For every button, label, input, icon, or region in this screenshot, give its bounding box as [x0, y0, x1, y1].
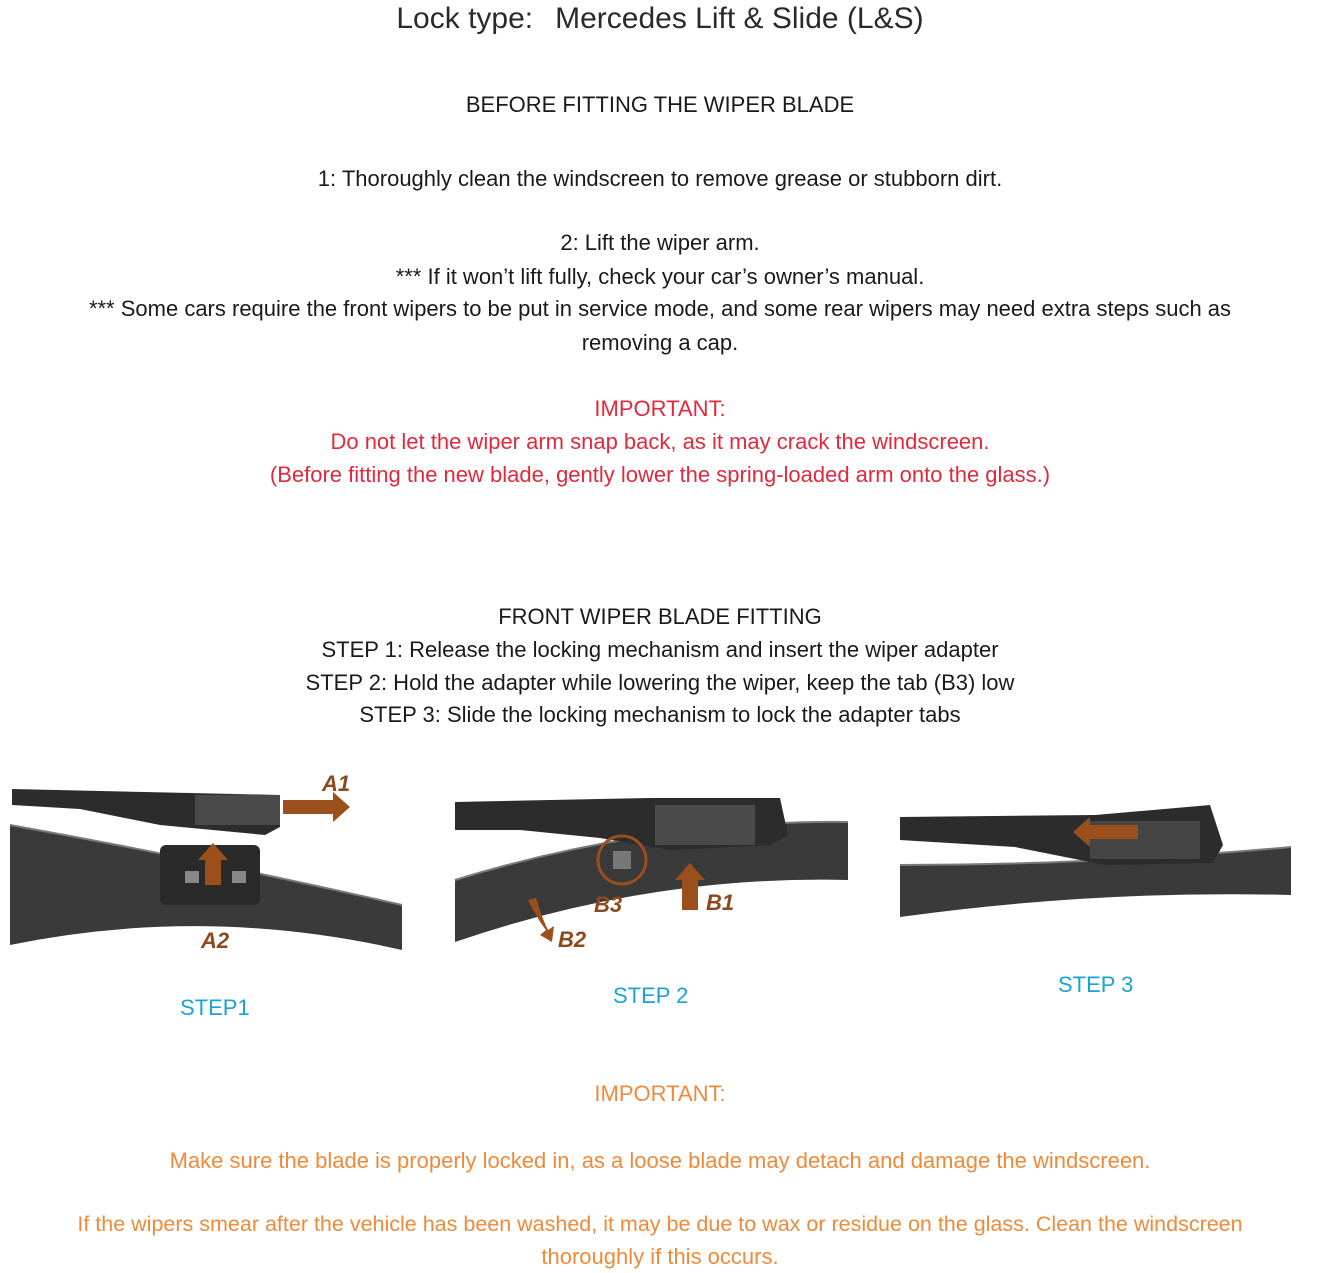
important-2-line-1: Make sure the blade is properly locked in, as a loose blade may detach and damage the windscreen. — [169, 1148, 1151, 1173]
page-title — [0, 2, 1320, 36]
step3-caption: STEP 3 — [1058, 972, 1134, 997]
before-heading: BEFORE FITTING THE WIPER BLADE — [465, 92, 855, 117]
before-note-1: *** If it won’t lift fully, check your car’s owner’s manual. — [395, 264, 925, 289]
important-1-line-2: (Before fitting the new blade, gently lower the spring-loaded arm onto the glass.) — [269, 462, 1051, 487]
fitting-step-2: STEP 2: Hold the adapter while lowering the wiper, keep the tab (B3) low — [305, 670, 1015, 695]
label-a2: A2 — [201, 928, 230, 953]
label-b2: B2 — [558, 927, 587, 952]
fitting-heading: FRONT WIPER BLADE FITTING — [498, 604, 822, 629]
fitting-step-3: STEP 3: Slide the locking mechanism to lock the adapter tabs — [359, 702, 961, 727]
step2-caption: STEP 2 — [613, 983, 689, 1008]
label-b1: B1 — [706, 890, 735, 915]
before-step-1: 1: Thoroughly clean the windscreen to remove grease or stubborn dirt. — [317, 166, 1003, 191]
important-heading-1: IMPORTANT: — [594, 396, 726, 421]
lock-type-value: Mercedes Lift & Slide (L&S) — [555, 2, 924, 35]
before-step-2: 2: Lift the wiper arm. — [560, 230, 760, 255]
important-1-line-1: Do not let the wiper arm snap back, as it may crack the windscreen. — [330, 429, 990, 454]
before-note-2-line-2: removing a cap. — [581, 330, 739, 355]
important-2-line-2b: thoroughly if this occurs. — [541, 1244, 779, 1269]
label-a1: A1 — [322, 771, 351, 796]
step1-caption: STEP1 — [180, 995, 250, 1020]
important-2-line-2a: If the wipers smear after the vehicle has been washed, it may be due to wax or residue on the glass. Clean the windscreen — [77, 1212, 1243, 1236]
before-note-2-line-1: *** Some cars require the front wipers to be put in service mode, and some rear wipers may need extra steps such as — [88, 296, 1232, 321]
label-b3: B3 — [594, 892, 623, 917]
step3-illustration — [895, 795, 1300, 925]
fitting-step-1: STEP 1: Release the locking mechanism and insert the wiper adapter — [321, 637, 999, 662]
important-heading-2: IMPORTANT: — [594, 1081, 726, 1106]
lock-type-label: Lock type: — [396, 2, 534, 35]
step2-illustration — [450, 780, 860, 965]
